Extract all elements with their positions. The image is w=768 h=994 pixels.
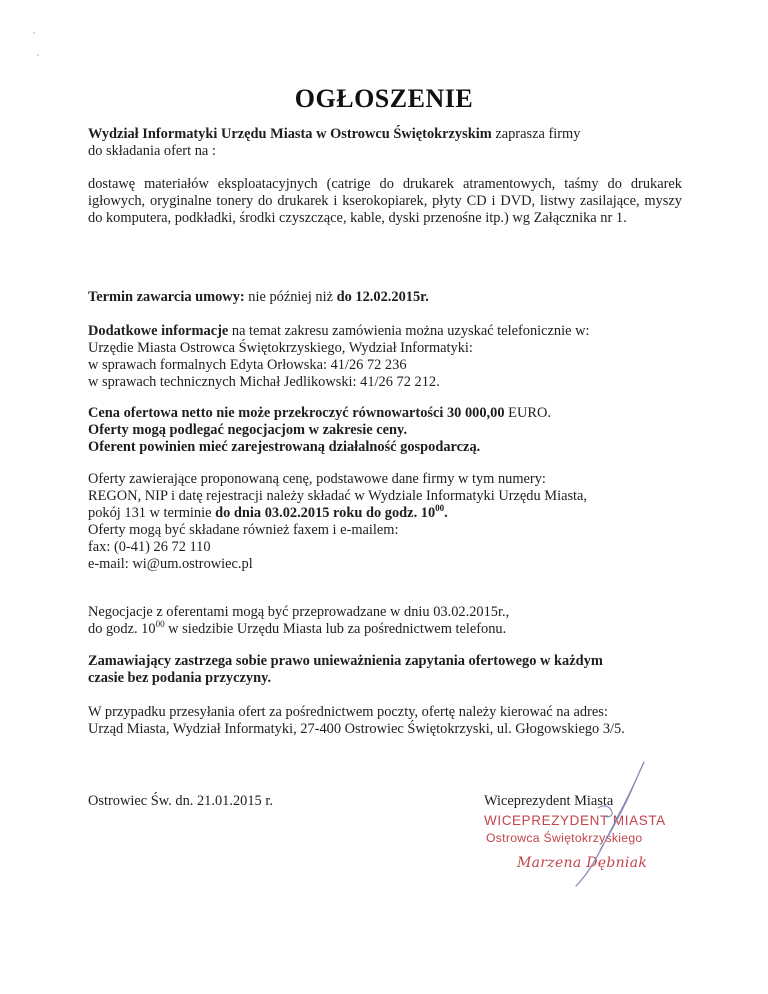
signature-stroke (600, 770, 640, 850)
extra-info-line3: w sprawach formalnych Edyta Orłowska: 41/26 72 236 (88, 357, 407, 373)
signature-stroke (576, 762, 644, 886)
handwritten-signature (540, 760, 650, 890)
offers-line3end: . (444, 505, 448, 521)
intro-paragraph (88, 126, 682, 160)
negotiations-line1: Negocjacje z oferentami mogą być przeprowadzane w dniu 03.02.2015r., (88, 604, 510, 620)
document-title: OGŁOSZENIE (294, 84, 474, 113)
scan-speck (37, 54, 39, 56)
price-paragraph (88, 405, 682, 456)
signatory-title: Wiceprezydent Miasta (484, 793, 614, 809)
price-euro: EURO. (504, 405, 551, 421)
negotiations-minutes: 00 (155, 619, 165, 630)
mailing-paragraph (88, 704, 682, 738)
place-and-date: Ostrowiec Św. dn. 21.01.2015 r. (88, 793, 273, 809)
offers-line1: Oferty zawierające proponowaną cenę, podstawowe dane firmy w tym numery: (88, 471, 546, 487)
negotiations-line2b: w siedzibie Urzędu Miasta lub za pośrednictwem telefonu. (164, 621, 507, 637)
offers-paragraph (88, 471, 682, 573)
negotiations-line2a: do godz. 10 (88, 621, 156, 637)
offers-email: e-mail: wi@um.ostrowiec.pl (88, 556, 253, 572)
extra-info-label: Dodatkowe informacje (88, 323, 229, 339)
term-paragraph (88, 289, 682, 306)
term-label: Termin zawarcia umowy: (88, 289, 245, 305)
mailing-line1: W przypadku przesyłania ofert za pośrednictwem poczty, ofertę należy kierować na adres: (88, 704, 608, 720)
stamp-line2: Ostrowca Świętokrzyskiego (486, 831, 643, 845)
offers-fax: fax: (0-41) 26 72 110 (88, 539, 211, 555)
reserve-line1: Zamawiający zastrzega sobie prawo unieważnienia zapytania ofertowego w każdym (88, 653, 603, 669)
signature-stroke (598, 806, 612, 817)
mailing-line2: Urząd Miasta, Wydział Informatyki, 27-400 Ostrowiec Świętokrzyski, ul. Głogowskiego 3/5. (88, 721, 625, 737)
scan-speck (33, 32, 35, 34)
extra-info-paragraph (88, 323, 682, 391)
offers-deadline-minutes: 00 (435, 503, 445, 514)
stamp-signatory-name: Marzena Dębniak (517, 855, 648, 871)
intro-text-line2: do składania ofert na : (88, 143, 216, 159)
offers-line3a: pokój 131 w terminie (88, 505, 216, 521)
reserve-line2: czasie bez podania przyczyny. (88, 670, 272, 686)
term-text: nie później niż (244, 289, 337, 305)
price-line3: Oferent powinien mieć zarejestrowaną działalność gospodarczą. (88, 439, 481, 455)
negotiations-paragraph (88, 604, 682, 638)
offers-deadline: do dnia 03.02.2015 roku do godz. 10 (215, 505, 436, 521)
subject-paragraph: dostawę materiałów eksploatacyjnych (catrige do drukarek atramentowych, taśmy do drukarek igłowych, oryginalne tonery do drukarek i kserokopiarek, płyty CD i DVD, listwy zasilające, myszy do komputera, podkładki, środki czyszczące, kable, dyski przenośne itp.) wg Załącznika nr 1. (88, 176, 682, 226)
extra-info-line4: w sprawach technicznych Michał Jedlikowski: 41/26 72 212. (88, 374, 440, 390)
term-do: do (336, 289, 352, 305)
price-line1: Cena ofertowa netto nie może przekroczyć równowartości 30 000,00 (88, 405, 505, 421)
extra-info-text: na temat zakresu zamówienia można uzyskać telefonicznie w: (228, 323, 590, 339)
reserve-paragraph (88, 653, 682, 687)
price-line2: Oferty mogą podlegać negocjacjom w zakresie ceny. (88, 422, 408, 438)
extra-info-line2: Urzędie Miasta Ostrowca Świętokrzyskiego, Wydział Informatyki: (88, 340, 473, 356)
term-date: 12.02.2015r. (351, 289, 429, 305)
intro-organization: Wydział Informatyki Urzędu Miasta w Ostrowcu Świętokrzyskim (88, 126, 492, 142)
stamp-line1: WICEPREZYDENT MIASTA (484, 813, 666, 828)
offers-line4: Oferty mogą być składane również faxem i e-mailem: (88, 522, 399, 538)
intro-text: zaprasza firmy (491, 126, 581, 142)
offers-line2: REGON, NIP i datę rejestracji należy składać w Wydziale Informatyki Urzędu Miasta, (88, 488, 588, 504)
